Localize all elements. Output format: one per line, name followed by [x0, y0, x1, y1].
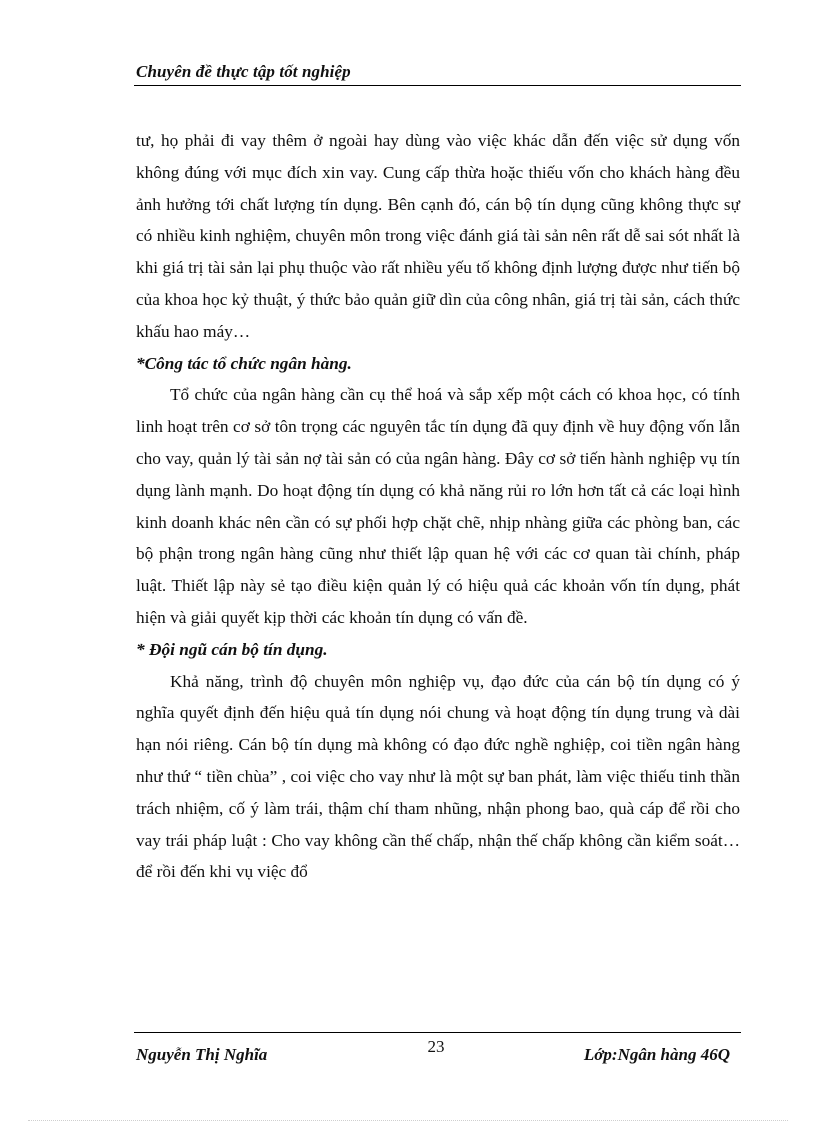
section-heading: *Công tác tổ chức ngân hàng. [136, 353, 352, 373]
page-edge-divider [28, 1120, 788, 1121]
footer-class: Lớp:Ngân hàng 46Q [583, 1045, 730, 1064]
paragraph: tư, họ phải đi vay thêm ở ngoài hay dùng vào việc khác dẫn đến việc sử dụng vốn không đúng với mục đích xin vay. Cung cấp thừa hoặc thiếu vốn cho khách hàng đều ảnh hưởng tới chất lượng tín dụng. Bên cạnh đó, cán bộ tín dụng cũng không thực sự có nhiều kinh nghiệm, chuyên môn trong việc đánh giá tài sản nên rất dễ sai sót nhất là khi giá trị tài sản lại phụ thuộc vào rất nhiều yếu tố không định lượng được như tiến bộ của khoa học kỷ thuật, ý thức bảo quản giữ dìn của công nhân, giá trị tài sản, cách thức khấu hao máy… [136, 131, 740, 341]
section-heading: * Đội ngũ cán bộ tín dụng. [136, 639, 328, 659]
body-text [136, 125, 740, 888]
paragraph: Khả năng, trình độ chuyên môn nghiệp vụ, đạo đức của cán bộ tín dụng có ý nghĩa quyết định đến hiệu quả tín dụng nói chung và hoạt động tín dụng trung và dài hạn nói riêng. Cán bộ tín dụng mà không có đạo đức nghề nghiệp, coi tiền ngân hàng như thứ “ tiền chùa” , coi việc cho vay như là một sự ban phát, làm việc thiếu tinh thần trách nhiệm, cố ý làm trái, thậm chí tham nhũng, nhận phong bao, quà cáp để rồi cho vay trái pháp luật : Cho vay không cần thế chấp, nhận thế chấp không cần kiểm soát… để rồi đến khi vụ việc đổ [136, 671, 740, 882]
page-number: 23 [427, 1037, 445, 1056]
footer-divider [134, 1032, 741, 1033]
header-title: Chuyên đề thực tập tốt nghiệp [136, 62, 351, 81]
footer-author: Nguyễn Thị Nghĩa [136, 1045, 268, 1064]
header-divider [134, 85, 741, 86]
paragraph: Tổ chức của ngân hàng cần cụ thể hoá và sắp xếp một cách có khoa học, có tính linh hoạt trên cơ sở tôn trọng các nguyên tắc tín dụng đã quy định về huy động vốn lẫn cho vay, quản lý tài sản nợ tài sản có của ngân hàng. Đây cơ sở tiến hành nghiệp vụ tín dụng lành mạnh. Do hoạt động tín dụng có khả năng rủi ro lớn hơn tất cả các loại hình kinh doanh khác nên cần có sự phối hợp chặt chẽ, nhịp nhàng giữa các phòng ban, các bộ phận trong ngân hàng cũng như thiết lập quan hệ với các cơ quan tài chính, pháp luật. Thiết lập này sẻ tạo điều kiện quản lý có hiệu quả các khoản vốn tín dụng, phát hiện và giải quyết kịp thời các khoản tín dụng có vấn đề. [136, 385, 740, 627]
